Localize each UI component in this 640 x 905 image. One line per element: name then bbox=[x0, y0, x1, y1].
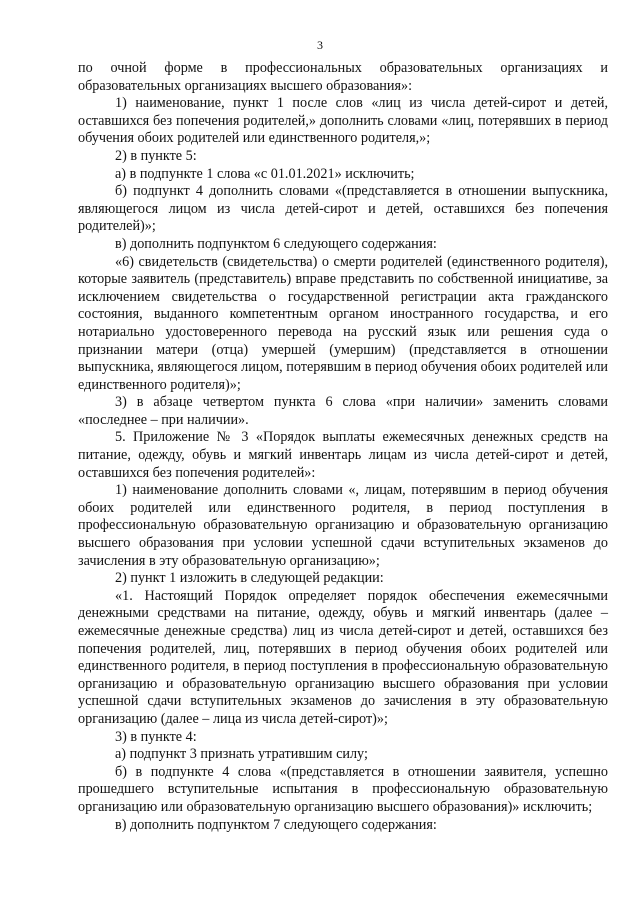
document-paragraph: по очной форме в профессиональных образовательных организациях и образовательных организациях высшего образования»: bbox=[78, 60, 608, 94]
document-paragraph: 2) пункт 1 изложить в следующей редакции: bbox=[115, 570, 384, 587]
page-number: 3 bbox=[317, 38, 323, 52]
document-paragraph: а) в подпункте 1 слова «с 01.01.2021» исключить; bbox=[115, 165, 415, 182]
document-paragraph: 5. Приложение № 3 «Порядок выплаты ежемесячных денежных средств на питание, одежду, обувь и мягкий инвентарь лицам из числа детей-сирот и детей, оставшихся без попечения родителей»: bbox=[78, 429, 608, 481]
document-paragraph: в) дополнить подпунктом 6 следующего содержания: bbox=[115, 235, 437, 252]
document-paragraph: в) дополнить подпунктом 7 следующего содержания: bbox=[115, 816, 437, 833]
document-paragraph: 2) в пункте 5: bbox=[115, 147, 197, 164]
document-paragraph: 3) в абзаце четвертом пункта 6 слова «при наличии» заменить словами «последнее – при наличии». bbox=[78, 394, 608, 428]
document-paragraph: б) подпункт 4 дополнить словами «(представляется в отношении выпускника, являющегося лицом из числа детей-сирот и детей, оставшихся без попечения родителей)»; bbox=[78, 183, 608, 235]
document-paragraph: а) подпункт 3 признать утратившим силу; bbox=[115, 746, 368, 763]
document-paragraph: 3) в пункте 4: bbox=[115, 728, 197, 745]
document-paragraph: б) в подпункте 4 слова «(представляется в отношении заявителя, успешно прошедшего вступительные испытания в профессиональную образовательную организацию или образовательную организацию высшего образования)» исключить; bbox=[78, 763, 608, 815]
document-paragraph: «6) свидетельств (свидетельства) о смерти родителей (единственного родителя), которые заявитель (представитель) вправе представить по собственной инициативе, за исключением свидетельства о государственной регистрации акта гражданского состояния, выданного компетентным органом иностранного государства, и его нотариально удостоверенного перевода на русский язык или решения суда о признании матери (отца) умершей (умершим) (представляется в отношении выпускника, являющегося лицом, потерявшим в период обучения обоих родителей или единственного родителя)»; bbox=[78, 253, 608, 393]
document-paragraph: 1) наименование, пункт 1 после слов «лиц из числа детей-сирот и детей, оставшихся без попечения родителей,» дополнить словами «лиц, потерявших в период обучения обоих родителей или единственного родителя,»; bbox=[78, 95, 608, 147]
document-paragraph: «1. Настоящий Порядок определяет порядок обеспечения ежемесячными денежными средствами на питание, одежду, обувь и мягкий инвентарь (далее – ежемесячные денежные средства) лиц из числа детей-сирот и детей, оставшихся без попечения родителей, лиц, потерявших в период обучения обоих родителей или единственного родителя, в период поступления в профессиональную образовательную организацию и образовательную организацию высшего образования при условии успешной сдачи вступительных экзаменов до зачисления в эту образовательную организацию (далее – лица из числа детей-сирот)»; bbox=[78, 587, 608, 727]
document-body bbox=[78, 60, 608, 834]
document-paragraph: 1) наименование дополнить словами «, лицам, потерявшим в период обучения обоих родителей или единственного родителя, в период поступления в профессиональную образовательную организацию и образовательную организацию высшего образования при условии успешной сдачи вступительных экзаменов до зачисления в эту образовательную организацию»; bbox=[78, 482, 608, 569]
